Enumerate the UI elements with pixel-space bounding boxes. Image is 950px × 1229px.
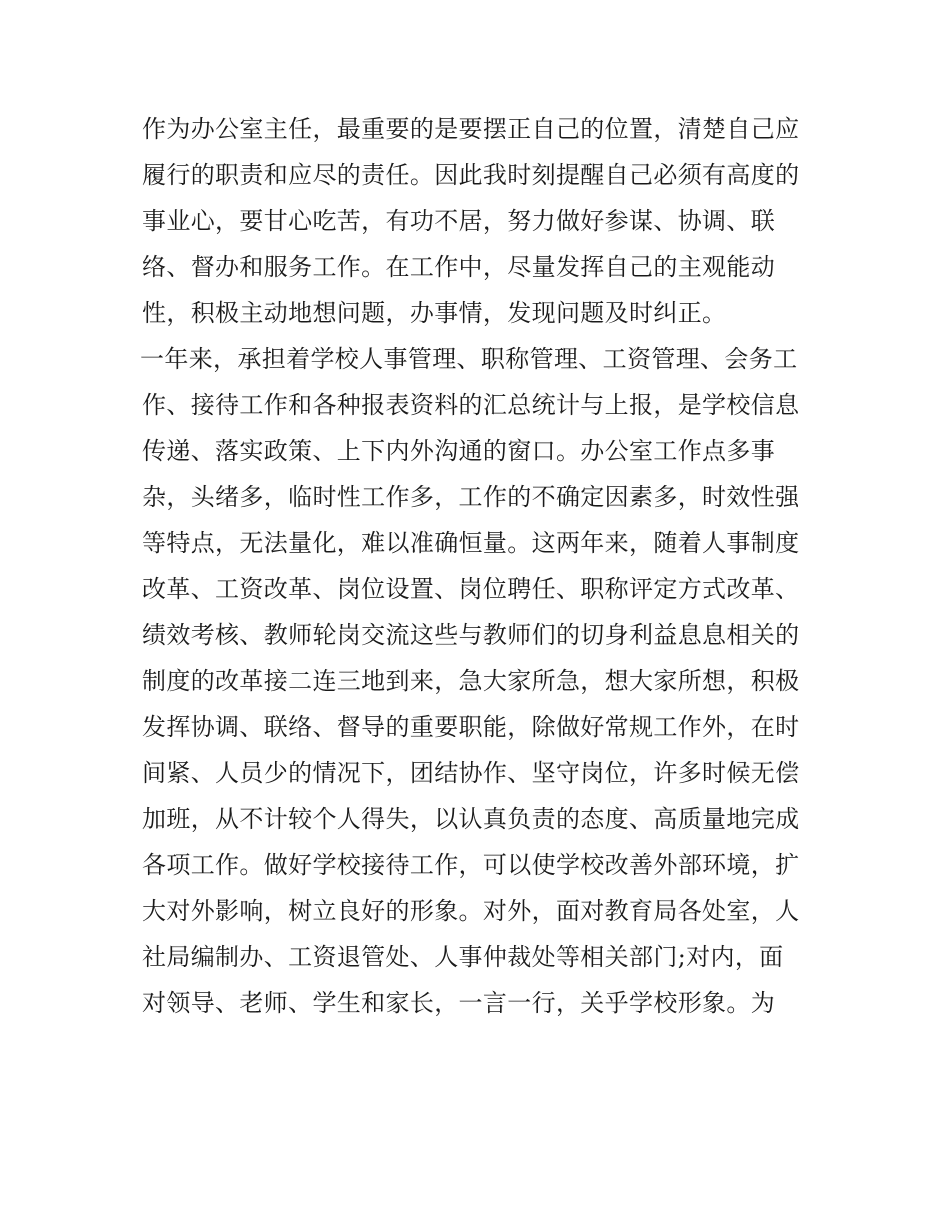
text-line: 作为办公室主任，最重要的是要摆正自己的位置，清楚自己应 [142, 115, 800, 143]
text-line: 履行的职责和应尽的责任。因此我时刻提醒自己必须有高度的 [142, 161, 800, 189]
text-line: 加班，从不计较个人得失，以认真负责的态度、高质量地完成 [142, 805, 800, 833]
text-line: 改革、工资改革、岗位设置、岗位聘任、职称评定方式改革、 [142, 575, 800, 603]
text-line: 作、接待工作和各种报表资料的汇总统计与上报，是学校信息 [142, 391, 800, 419]
text-line: 对领导、老师、学生和家长，一言一行，关乎学校形象。为 [142, 989, 776, 1017]
paragraph-1 [142, 106, 818, 336]
text-line: 等特点，无法量化，难以准确恒量。这两年来，随着人事制度 [142, 529, 800, 557]
text-line: 各项工作。做好学校接待工作，可以使学校改善外部环境，扩 [142, 851, 800, 879]
text-line: 一年来，承担着学校人事管理、职称管理、工资管理、会务工 [140, 345, 798, 373]
paragraph-2 [142, 336, 818, 1026]
text-line: 大对外影响，树立良好的形象。对外，面对教育局各处室，人 [142, 897, 800, 925]
text-line: 发挥协调、联络、督导的重要职能，除做好常规工作外，在时 [142, 713, 800, 741]
text-line: 性，积极主动地想问题，办事情，发现问题及时纠正。 [142, 299, 727, 327]
text-line: 社局编制办、工资退管处、人事仲裁处等相关部门;对内，面 [142, 943, 784, 971]
text-line: 络、督办和服务工作。在工作中，尽量发挥自己的主观能动 [142, 253, 776, 281]
text-line: 制度的改革接二连三地到来，急大家所急，想大家所想，积极 [142, 667, 800, 695]
text-line: 事业心，要甘心吃苦，有功不居，努力做好参谋、协调、联 [142, 207, 776, 235]
text-line: 绩效考核、教师轮岗交流这些与教师们的切身利益息息相关的 [142, 621, 800, 649]
text-line: 传递、落实政策、上下内外沟通的窗口。办公室工作点多事 [142, 437, 776, 465]
text-line: 杂，头绪多，临时性工作多，工作的不确定因素多，时效性强 [142, 483, 800, 511]
text-line: 间紧、人员少的情况下，团结协作、坚守岗位，许多时候无偿 [142, 759, 800, 787]
